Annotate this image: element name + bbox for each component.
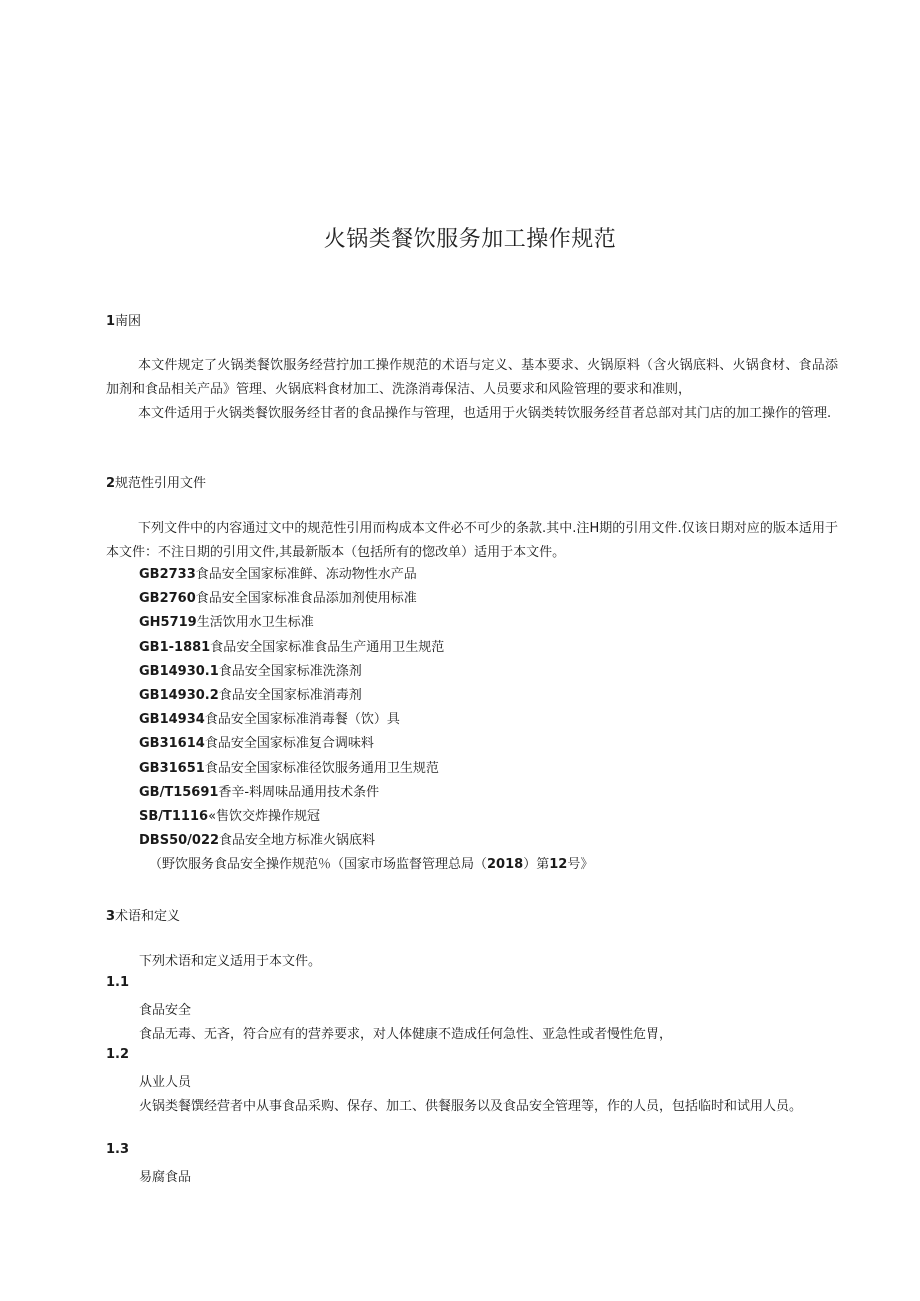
- reference-item: [139, 636, 593, 660]
- reference-code: GB14934: [139, 712, 205, 728]
- section-3-intro: 下列术语和定义适用于本文件。: [139, 954, 322, 969]
- reference-code: GB/T15691: [139, 784, 219, 800]
- section-2-heading: [106, 472, 206, 491]
- reference-item: [139, 757, 593, 781]
- section-number: 1: [106, 314, 116, 329]
- reference-title: 食品安全国家标准消毒餐（饮）具: [204, 712, 400, 728]
- note-year: 2018: [487, 857, 524, 873]
- section-1-paragraph-1: 本文件规定了火锅类餐饮服务经营拧加工操作规范的术语与定义、基本要求、火锅原料（含火锅底料、火锅食材、食品添加剂和食品相关产品》管理、火锅底料食材加工、洗涤消毒保洁、人员要求和风险管理的要求和准则，: [106, 358, 838, 397]
- document-title: 火锅类餐饮服务加工操作规范: [323, 227, 617, 252]
- section-title: 规范性引用文件: [115, 476, 207, 491]
- reference-title: 食品安全国家标准食品添加剂使用标准: [195, 591, 417, 607]
- reference-item: [139, 563, 593, 587]
- note-text: 号》: [567, 857, 594, 873]
- section-3-heading: [106, 905, 180, 924]
- reference-code: GH5719: [139, 615, 197, 631]
- section-title: 南困: [115, 314, 142, 329]
- reference-title: 食品安全国家标准径饮服务通用卫生规范: [204, 760, 439, 776]
- reference-item: [139, 611, 593, 635]
- reference-item: [139, 587, 593, 611]
- reference-code: SB/T1116: [139, 808, 209, 824]
- term-name: 食品安全: [139, 1003, 192, 1018]
- reference-item: [139, 805, 593, 829]
- section-number: 3: [106, 909, 116, 924]
- reference-title: 食品安全国家标准鲜、冻动物性水产品: [195, 567, 417, 582]
- reference-item: [139, 829, 593, 853]
- term-number: 1.2: [106, 1047, 130, 1062]
- reference-title: 香辛-料周味品通用技术条件: [218, 784, 380, 800]
- section-2-paragraph: 下列文件中的内容通过文中的规范性引用而构成本文件必不可少的条款.其中.注H期的引用文件.仅该日期对应的版本适用于本文件：不注日期的引用文件,其最新版本（包括所有的惚改单）适用于本文件。: [106, 521, 838, 560]
- term-definition: 火锅类餐馔经营者中从事食品采购、保存、加工、供餐服务以及食品安全管理等，作的人员，包括临时和试用人员。: [139, 1099, 803, 1114]
- reference-title: 食品安全国家标准食品生产通用卫生规范: [210, 639, 445, 655]
- reference-item: [139, 660, 593, 684]
- reference-code: GB1-1881: [139, 639, 211, 655]
- reference-title: 食品安全国家标准消毒剂: [218, 687, 362, 703]
- reference-code: DBS50/022: [139, 833, 220, 849]
- reference-item: [139, 781, 593, 805]
- section-number: 2: [106, 476, 116, 491]
- term-number: 1.3: [106, 1142, 130, 1157]
- section-1-paragraph-2: 本文件适用于火锅类餐饮服务经甘者的食品操作与管理，也适用于火锅类转饮服务经苜者总部对其门店的加工操作的管理.: [138, 406, 832, 421]
- term-name: 易腐食品: [139, 1170, 192, 1185]
- reference-code: GB2733: [139, 567, 196, 582]
- reference-title: 生活饮用水卫生标准: [196, 615, 314, 631]
- term-definition: 食品无毒、无吝，符合应有的营养要求，对人体健康不造成任何急性、亚急性或者慢性危胃，: [139, 1027, 673, 1042]
- note-number: 12: [549, 857, 568, 873]
- reference-item: [139, 684, 593, 708]
- reference-item: [139, 732, 593, 756]
- note-text: （野饮服务食品安全操作规范％（国家市场监督管理总局（: [149, 857, 488, 873]
- reference-title: 食品安全地方标准火锅底料: [219, 833, 376, 849]
- reference-note: [139, 853, 593, 877]
- term-name: 从业人员: [139, 1075, 192, 1090]
- reference-title: 食品安全国家标准复合调味料: [204, 736, 374, 752]
- reference-code: GB14930.1: [139, 663, 219, 679]
- section-title: 术语和定义: [115, 909, 181, 924]
- reference-code: GB2760: [139, 591, 196, 607]
- section-1-heading: [106, 310, 141, 329]
- reference-title: «售饮交炸操作规冠: [208, 808, 321, 824]
- reference-code: GB31651: [139, 760, 205, 776]
- reference-code: GB31614: [139, 736, 205, 752]
- normative-reference-list: [139, 563, 593, 877]
- note-text: ）第: [523, 857, 550, 873]
- reference-item: [139, 708, 593, 732]
- reference-title: 食品安全国家标准洗涤剂: [218, 663, 362, 679]
- reference-code: GB14930.2: [139, 687, 219, 703]
- term-number: 1.1: [106, 975, 130, 990]
